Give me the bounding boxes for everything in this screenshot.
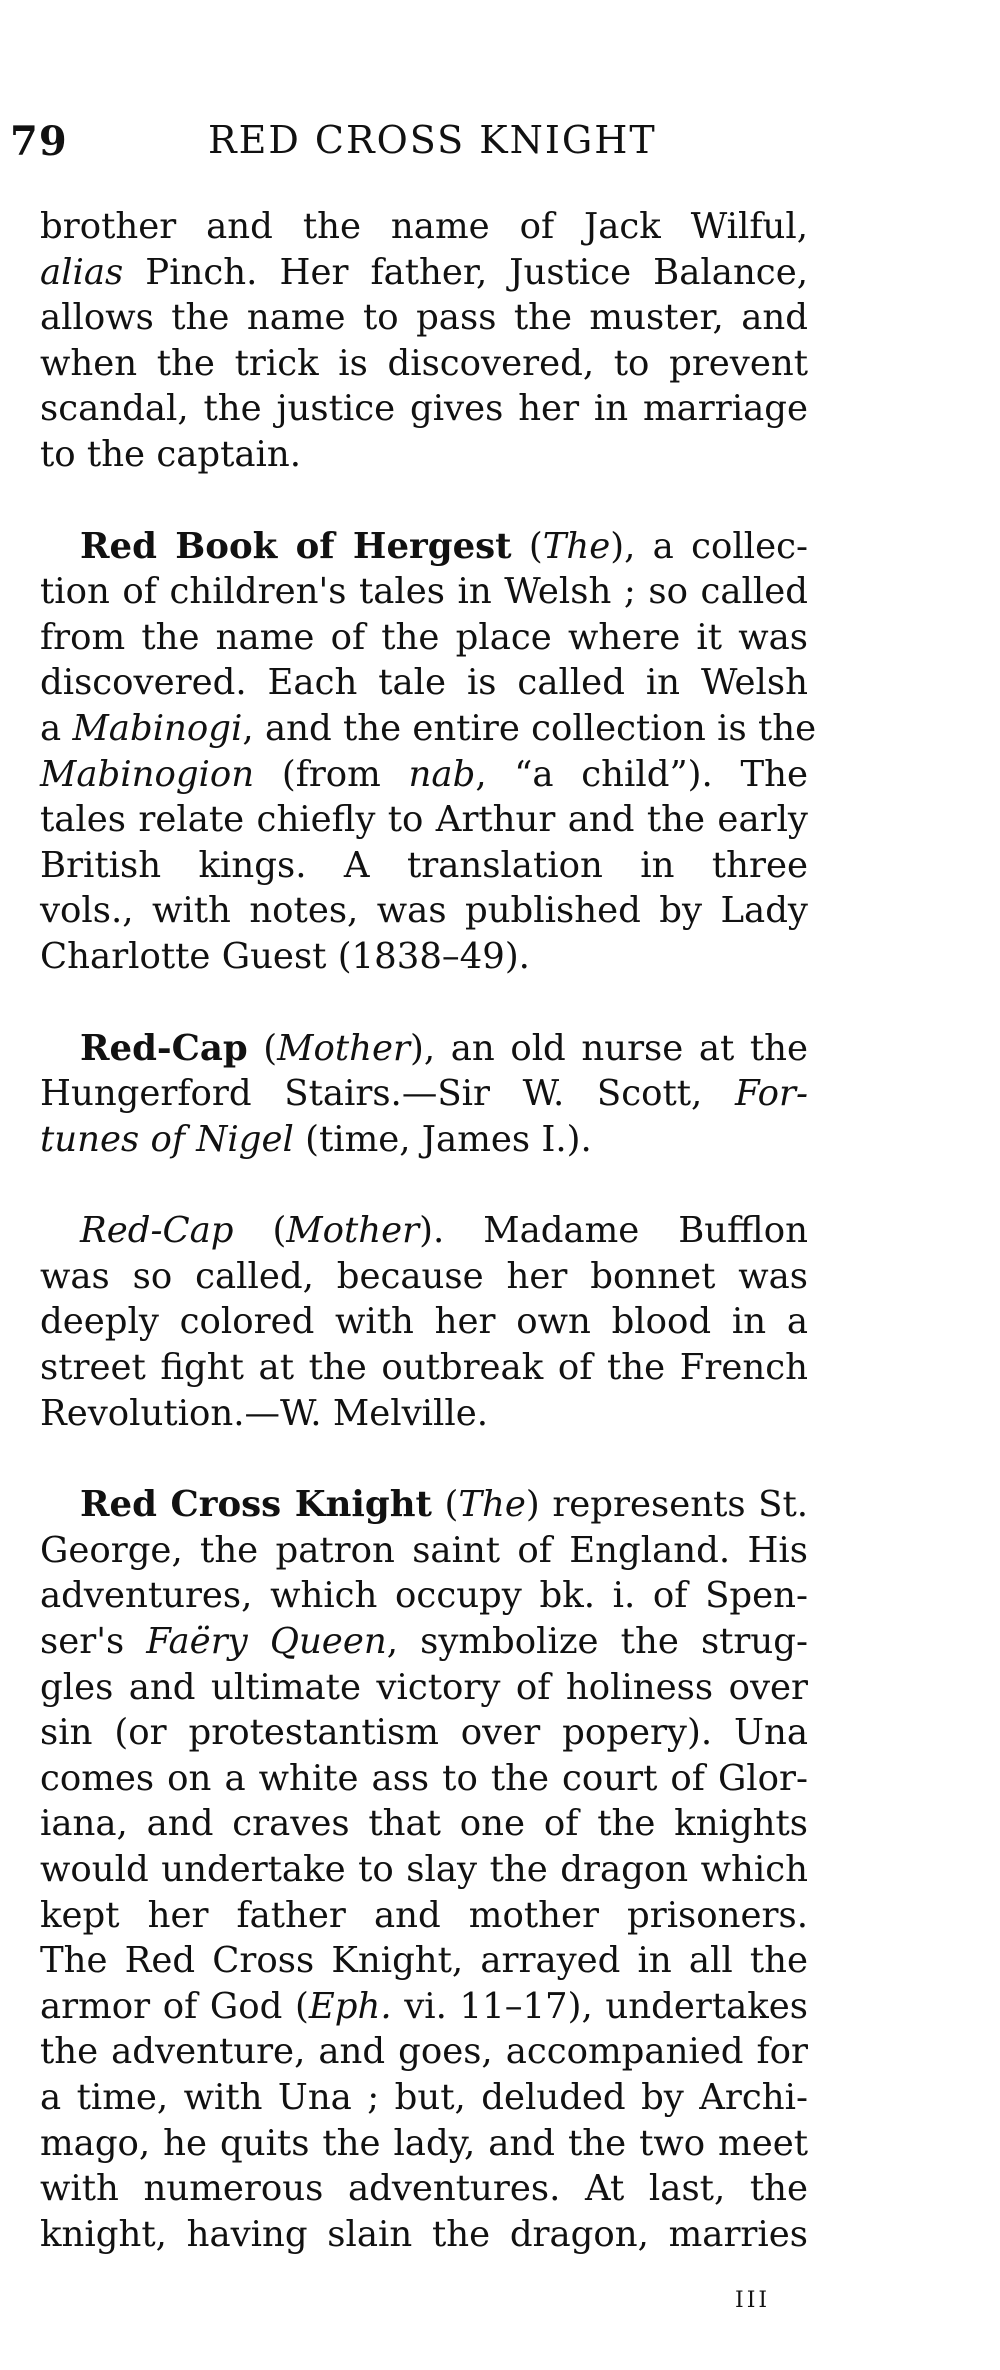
headword: Red Cross Knight [80,1484,432,1526]
text-line: from the name of the place where it was [40,616,808,658]
text-line: a time, with Una ; but, deluded by Archi- [40,2076,808,2118]
text-line: Charlotte Guest (1838–49). [40,935,530,977]
text-line: tales relate chiefly to Arthur and the early [40,799,808,841]
entry-red-cross-first-line: Red Cross Knight (The) represents St. [80,1484,809,1526]
signature-mark: III [735,2288,771,2313]
text-line: kept her father and mother prisoners. [40,1894,808,1936]
text-line: comes on a white ass to the court of Glor- [40,1757,808,1799]
page-number: 79 [10,118,68,165]
entry-red-cap-first-line: Red-Cap (Mother), an old nurse at the [80,1027,808,1069]
text-line: a Mabinogi, and the entire collection is the [40,707,817,749]
text-line: tion of children's tales in Welsh ; so called [40,571,808,613]
text-line: iana, and craves that one of the knights [40,1803,808,1845]
text-line: the adventure, and goes, accompanied for [40,2031,808,2073]
text-line: The Red Cross Knight, arrayed in all the [40,1940,808,1982]
headword: Red Book of Hergest [80,525,512,567]
text-line: Revolution.—W. Melville. [40,1392,488,1434]
text-line: gles and ultimate victory of holiness over [40,1666,808,1708]
page-header [10,118,830,174]
text-line: would undertake to slay the dragon which [40,1849,808,1890]
text-line: Mabinogion (from nab, “a child”). The [40,753,808,795]
text-line: vols., with notes, was published by Lady [40,890,808,932]
text-line: with numerous adventures. At last, the [40,2168,808,2210]
text-line: when the trick is discovered, to prevent [40,342,808,384]
text-line: British kings. A translation in three [40,844,808,886]
text-line: was so called, because her bonnet was [40,1255,808,1297]
text-line: George, the patron saint of England. His [40,1529,808,1571]
text-line: mago, he quits the lady, and the two meet [40,2122,808,2164]
text-line: street fight at the outbreak of the French [40,1347,808,1389]
page-body [40,204,817,2257]
entry-red-cap-2-first-line: Red-Cap (Mother). Madame Bufflon [80,1210,808,1252]
text-line: sin (or protestantism over popery). Una [40,1712,808,1754]
text-line: allows the name to pass the muster, and [40,297,808,339]
text-line: tunes of Nigel (time, James I.). [40,1118,592,1160]
text-line: brother and the name of Jack Wilful, [40,206,808,247]
text-line: to the captain. [40,433,302,475]
text-line: knight, having slain the dragon, marries [40,2213,808,2255]
text-line: adventures, which occupy bk. i. of Spen- [40,1575,808,1617]
running-head: RED CROSS KNIGHT [208,118,657,162]
text-line: scandal, the justice gives her in marriage [40,388,808,430]
entry-red-book-first-line: Red Book of Hergest (The), a collec- [80,525,808,567]
text-line: armor of God (Eph. vi. 11–17), undertakes [40,1985,808,2027]
text-line: alias Pinch. Her father, Justice Balance, [40,251,808,293]
text-line: deeply colored with her own blood in a [40,1301,808,1343]
text-line: discovered. Each tale is called in Welsh [40,662,808,704]
text-line: Hungerford Stairs.—Sir W. Scott, For- [40,1073,808,1115]
text-line: ser's Faëry Queen, symbolize the strug- [40,1621,808,1663]
headword: Red-Cap [80,1027,248,1069]
